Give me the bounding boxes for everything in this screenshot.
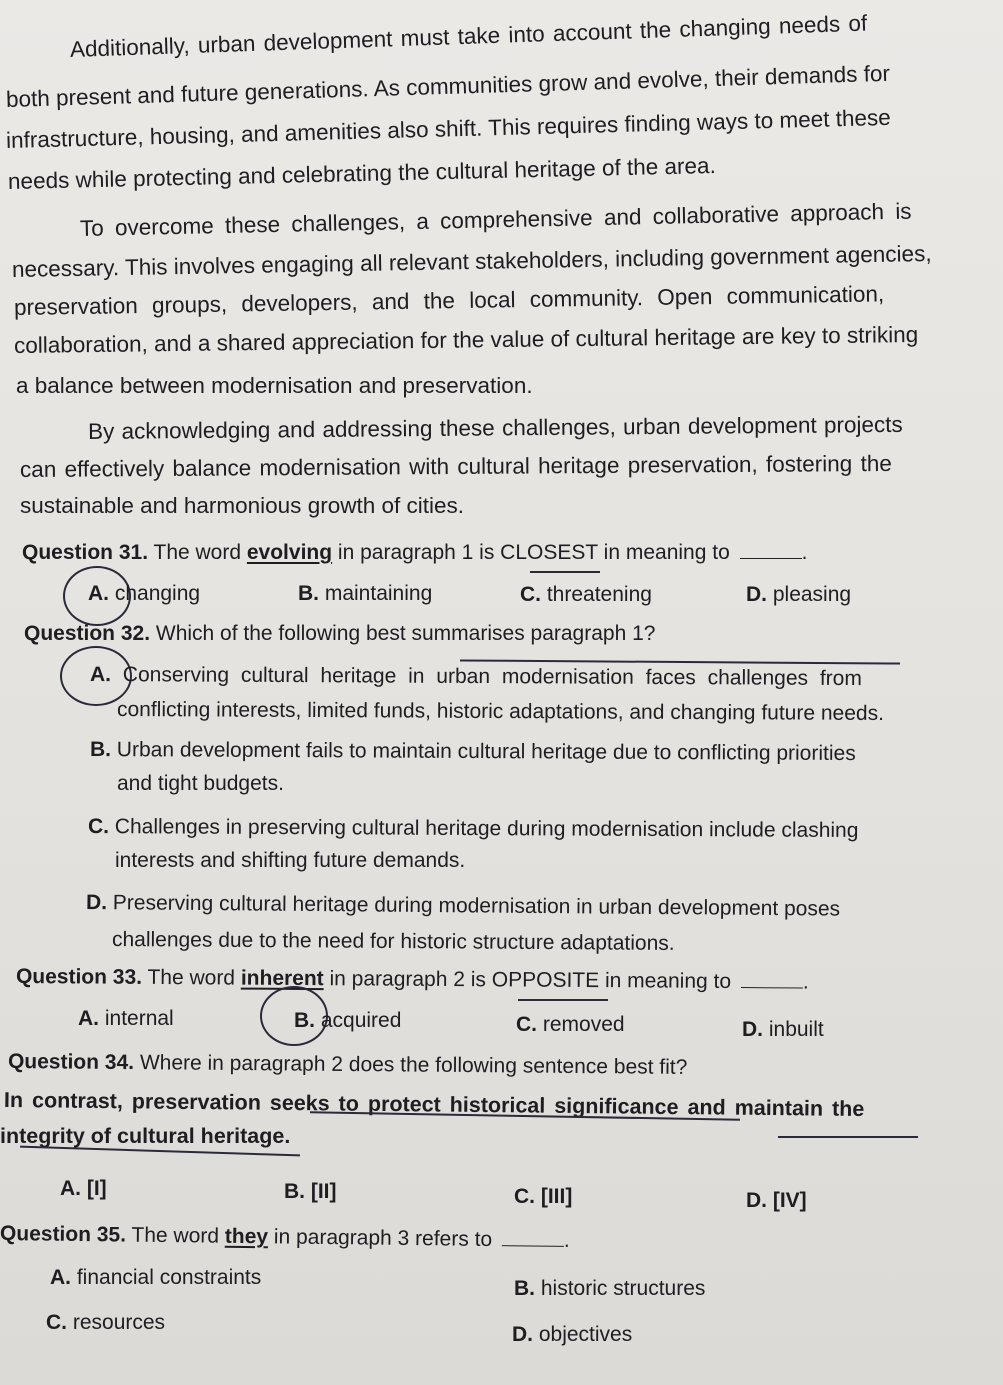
q31-option-a[interactable]: A. changing [88,582,201,605]
passage-line: sustainable and harmonious growth of cities. [20,493,465,518]
q31-option-b[interactable]: B. maintaining [298,582,433,605]
q35-option-a[interactable]: A. financial constraints [50,1266,262,1289]
q34-option-d[interactable]: D. [IV] [746,1189,807,1212]
pen-underline [778,1136,918,1138]
q32-option-c[interactable]: C. Challenges in preserving cultural heritage during modernisation include clashing [87,815,859,843]
q32-option-a[interactable]: A. Conserving cultural heritage in urban modernisation faces challenges from [89,663,862,691]
q33-option-c[interactable]: C. removed [516,1013,625,1036]
passage-line: collaboration, and a shared appreciation for the value of cultural heritage are key to striking [13,321,919,358]
q34-option-c[interactable]: C. [III] [514,1185,573,1208]
q35-option-d[interactable]: D. objectives [512,1323,633,1346]
answer-blank [741,987,803,988]
q31-option-d[interactable]: D. pleasing [746,583,852,606]
q32-option-c-cont: interests and shifting future demands. [115,849,466,872]
answer-blank [502,1245,564,1247]
question-34-stem: Question 34. Where in paragraph 2 does the following sentence best fit? [7,1050,688,1079]
passage-line: infrastructure, housing, and amenities also shift. This requires finding ways to meet these [5,104,892,153]
q32-option-d[interactable]: D. Preserving cultural heritage during modernisation in urban development poses [85,891,841,921]
q32-option-b-cont: and tight budgets. [117,772,284,795]
keyword: inherent [240,966,324,991]
passage-line: preservation groups, developers, and the local community. Open communication, [13,281,885,320]
keyword: they [224,1224,269,1249]
passage-line: needs while protecting and celebrating the cultural heritage of the area. [7,152,717,194]
question-31-stem: Question 31. The word evolving in paragraph 1 is CLOSEST in meaning to . [22,541,808,564]
question-33-stem: Question 33. The word inherent in paragraph 2 is OPPOSITE in meaning to . [15,965,809,994]
q35-option-c[interactable]: C. resources [46,1311,166,1334]
q32-option-a-cont: conflicting interests, limited funds, historic adaptations, and changing future needs. [116,698,885,726]
passage-line: a balance between modernisation and preservation. [16,373,533,398]
insert-sentence: In contrast, preservation seeks to protect historical significance and maintain the [3,1088,865,1122]
passage-line: necessary. This involves engaging all relevant stakeholders, including government agencies, [11,240,932,282]
q32-option-b[interactable]: B. Urban development fails to maintain cultural heritage due to conflicting priorities [89,738,856,766]
keyword: evolving [246,541,333,564]
q33-option-d[interactable]: D. inbuilt [742,1018,824,1041]
pen-underline [518,999,608,1001]
passage-line: To overcome these challenges, a comprehensive and collaborative approach is [79,198,912,241]
question-32-stem: Question 32. Which of the following best summarises paragraph 1? [24,622,656,645]
q32-option-d-cont: challenges due to the need for historic structure adaptations. [111,928,675,955]
passage-line: Additionally, urban development must take into account the changing needs of [69,10,868,62]
q35-option-b[interactable]: B. historic structures [514,1277,706,1300]
answer-blank [740,558,802,559]
q34-option-b[interactable]: B. [II] [284,1180,337,1203]
q34-option-a[interactable]: A. [I] [60,1177,107,1200]
passage-line: both present and future generations. As communities grow and evolve, their demands for [5,60,891,112]
passage-line: can effectively balance modernisation with cultural heritage preservation, fostering the [19,450,892,482]
passage-line: By acknowledging and addressing these challenges, urban development projects [87,411,903,444]
q31-option-c[interactable]: C. threatening [520,583,652,606]
pen-underline [530,571,600,573]
q33-option-b[interactable]: B. acquired [294,1009,402,1032]
question-35-stem: Question 35. The word they in paragraph 3 refers to . [0,1222,570,1252]
q33-option-a[interactable]: A. internal [78,1007,174,1030]
insert-sentence-cont: integrity of cultural heritage. [0,1124,291,1148]
